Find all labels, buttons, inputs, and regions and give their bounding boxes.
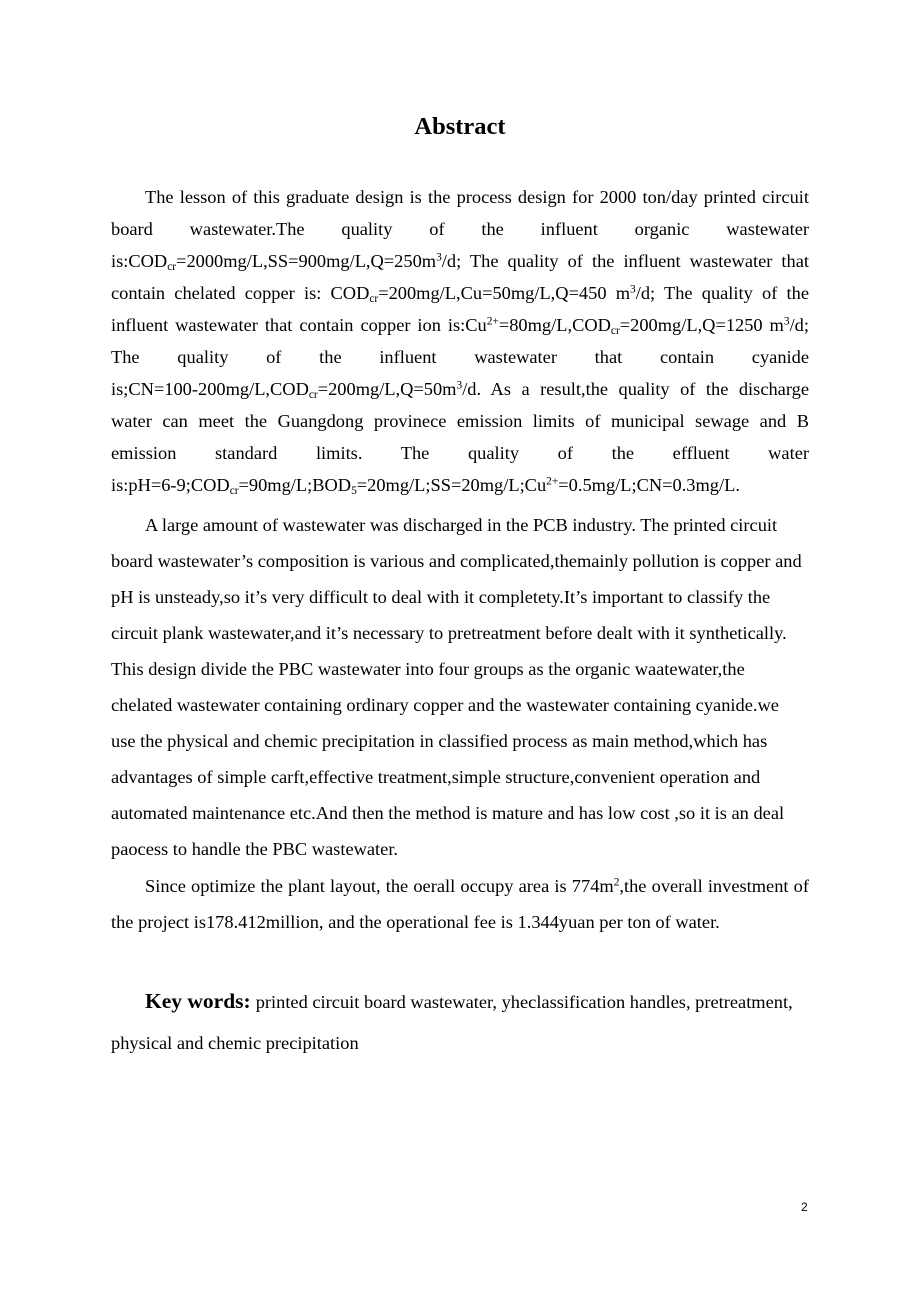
- text-run: emission standard limits. The quality of the effluent water: [111, 443, 809, 463]
- text-run: =200mg/L,Q=50m: [317, 379, 457, 399]
- keywords-label: Key words:: [145, 989, 251, 1013]
- text-line: [111, 437, 809, 469]
- text-run: =2000mg/L,SS=900mg/L,Q=250m: [176, 251, 437, 271]
- text-line: [111, 277, 809, 309]
- subscript: cr: [167, 261, 177, 274]
- text-run: advantages of simple carft,effective treatment,simple structure,convenient operation and: [111, 767, 761, 787]
- text-line: [111, 309, 809, 341]
- text-line: [111, 687, 809, 723]
- page-number: 2: [801, 1200, 808, 1214]
- abstract-paragraph-3: [111, 868, 809, 940]
- text-run: is:COD: [111, 251, 168, 271]
- text-line: [111, 868, 809, 904]
- text-run: circuit plank wastewater,and it’s necessary to pretreatment before dealt with it synthetically.: [111, 623, 787, 643]
- text-run: automated maintenance etc.And then the method is mature and has low cost ,so it is an deal: [111, 803, 785, 823]
- text-run: =80mg/L,COD: [498, 315, 611, 335]
- superscript: 3: [436, 251, 442, 264]
- text-run: board wastewater’s composition is various and complicated,themainly pollution is copper and: [111, 551, 802, 571]
- superscript: 3: [783, 315, 790, 328]
- text-run: /d. As a result,the quality of the discharge: [462, 379, 809, 399]
- text-run: /d; The quality of the influent wastewater that: [441, 251, 809, 271]
- text-line: [111, 795, 809, 831]
- superscript: 2: [613, 876, 620, 889]
- text-run: contain chelated copper is: COD: [111, 283, 370, 303]
- text-run: the project is178.412million, and the operational fee is 1.344yuan per ton of water.: [111, 912, 720, 932]
- text-run: ,the overall investment of: [619, 876, 809, 896]
- text-line: [111, 213, 809, 245]
- keywords-text-continued: physical and chemic precipitation: [111, 1033, 359, 1053]
- superscript: 2+: [546, 475, 559, 488]
- text-run: =20mg/L;SS=20mg/L;Cu: [356, 475, 547, 495]
- subscript: cr: [610, 325, 620, 338]
- text-line: [111, 245, 809, 277]
- text-line: [111, 507, 809, 543]
- keywords-section: [111, 981, 809, 1064]
- text-run: /d;: [789, 315, 809, 335]
- text-run: is:pH=6-9;COD: [111, 475, 230, 495]
- keywords-line-2: [111, 1023, 809, 1064]
- subscript: cr: [229, 485, 239, 498]
- text-line: [111, 759, 809, 795]
- text-run: is;CN=100-200mg/L,COD: [111, 379, 309, 399]
- text-run: A large amount of wastewater was discharged in the PCB industry. The printed circuit: [145, 515, 778, 535]
- text-run: pH is unsteady,so it’s very difficult to deal with it completety.It’s important to classify the: [111, 587, 771, 607]
- subscript: cr: [369, 293, 379, 306]
- superscript: 2+: [486, 315, 499, 328]
- text-run: influent wastewater that contain copper ion is:Cu: [111, 315, 487, 335]
- text-line: [111, 904, 809, 940]
- subscript: cr: [308, 389, 318, 402]
- text-run: =0.5mg/L;CN=0.3mg/L.: [558, 475, 740, 495]
- text-run: =90mg/L;BOD: [238, 475, 352, 495]
- text-line: [111, 723, 809, 759]
- text-line: [111, 341, 809, 373]
- text-line: [111, 181, 809, 213]
- text-run: =200mg/L,Q=1250 m: [619, 315, 784, 335]
- text-line: [111, 831, 809, 867]
- keywords-text: printed circuit board wastewater, yheclassification handles, pretreatment,: [255, 992, 793, 1012]
- text-line: [111, 373, 809, 405]
- keywords-line-1: [111, 981, 809, 1023]
- text-line: [111, 615, 809, 651]
- subscript: 5: [351, 485, 357, 498]
- superscript: 3: [630, 283, 636, 296]
- text-line: [111, 543, 809, 579]
- text-run: board wastewater.The quality of the influent organic wastewater: [111, 219, 809, 239]
- text-run: use the physical and chemic precipitation in classified process as main method,which has: [111, 731, 768, 751]
- abstract-paragraph-1: [111, 181, 809, 501]
- text-run: chelated wastewater containing ordinary copper and the wastewater containing cyanide.we: [111, 695, 779, 715]
- text-run: The lesson of this graduate design is the process design for 2000 ton/day printed circuit: [145, 187, 809, 207]
- superscript: 3: [456, 379, 463, 392]
- abstract-heading: Abstract: [414, 113, 506, 140]
- text-run: =200mg/L,Cu=50mg/L,Q=450 m: [378, 283, 631, 303]
- text-run: paocess to handle the PBC wastewater.: [111, 839, 399, 859]
- text-run: The quality of the influent wastewater that contain cyanide: [111, 347, 809, 367]
- text-run: Since optimize the plant layout, the oerall occupy area is 774m: [145, 876, 614, 896]
- text-run: This design divide the PBC wastewater into four groups as the organic waatewater,the: [111, 659, 745, 679]
- abstract-paragraph-2: [111, 507, 809, 867]
- text-line: [111, 651, 809, 687]
- text-run: water can meet the Guangdong provinece emission limits of municipal sewage and B: [111, 411, 809, 431]
- text-line: [111, 469, 809, 501]
- text-line: [111, 405, 809, 437]
- text-run: /d; The quality of the: [635, 283, 809, 303]
- text-line: [111, 579, 809, 615]
